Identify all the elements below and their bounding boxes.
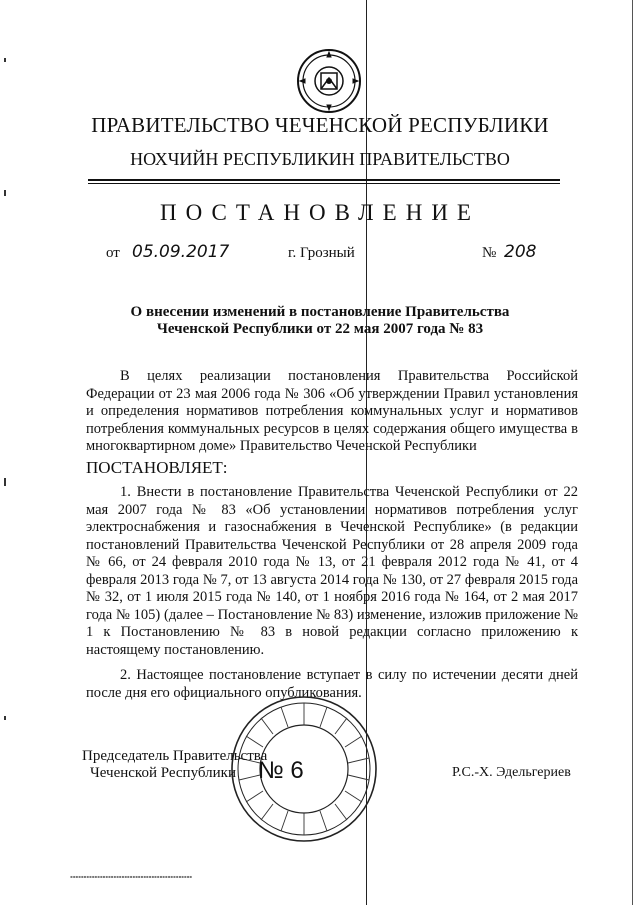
footer-noise: ▪▪▪▪▪▪▪▪▪▪▪▪▪▪▪▪▪▪▪▪▪▪▪▪▪▪▪▪▪▪▪▪▪▪▪▪▪▪▪▪▪▪▪▪▪ (70, 874, 192, 879)
resolution-item: 2. Настоящее постановление вступает в силу по истечении десяти дней после дня его официального опубликования. (86, 667, 578, 701)
preamble-text: В целях реализации постановления Правительства Российской Федерации от 23 мая 2006 года № 306 «Об утверждении Правил установления и определения нормативов потребления коммунальных услуг и нормативов потребления коммунальных ресурсов в целях содержания общего имущества в многоквартирном доме» Правительство Чеченской Республики (86, 368, 578, 454)
document-type: ПОСТАНОВЛЕНИЕ (160, 200, 480, 225)
coat-of-arms-icon (296, 48, 362, 114)
signatory-title-line: Чеченской Республики (90, 765, 236, 781)
margin-mark (4, 190, 6, 196)
number-label: № (482, 245, 497, 261)
document-date: 05.09.2017 (132, 242, 230, 262)
seal-number: № 6 (258, 757, 304, 784)
margin-mark (4, 58, 6, 62)
resolves-heading: ПОСТАНОВЛЯЕТ: (86, 458, 228, 477)
city: г. Грозный (288, 245, 355, 261)
signatory-title (82, 748, 267, 782)
document-number: 208 (504, 242, 537, 262)
preamble (86, 368, 578, 456)
subject-line: Чеченской Республики от 22 мая 2007 года № 83 (156, 321, 484, 337)
margin-mark (4, 716, 6, 720)
margin-mark (4, 478, 6, 486)
signatory-title-line: Председатель Правительства (82, 748, 268, 764)
government-title-chechen: НОХЧИЙН РЕСПУБЛИКИН ПРАВИТЕЛЬСТВО (130, 149, 510, 169)
government-title: ПРАВИТЕЛЬСТВО ЧЕЧЕНСКОЙ РЕСПУБЛИКИ (91, 113, 549, 137)
subject-line: О внесении изменений в постановление Правительства (130, 304, 510, 320)
date-label: от (106, 245, 120, 261)
header-rule (88, 179, 560, 184)
resolution-items (86, 484, 578, 702)
resolution-item: 1. Внести в постановление Правительства Чеченской Республики от 22 мая 2007 года № 83 «Об установлении нормативов потребления услуг электроснабжения и газоснабжения в Чеченской Республике» (в редакции постановлений Правительства Чеченской Республики от 28 апреля 2009 года № 66, от 24 февраля 2010 года № 13, от 21 февраля 2012 года № 41, от 4 февраля 2013 года № 7, от 13 августа 2014 года № 130, от 27 февраля 2015 года № 32, от 1 июля 2015 года № 140, от 1 ноября 2016 года № 164, от 2 мая 2017 года № 105) (далее – Постановление № 83) изменение, изложив приложение № 1 к Постановлению № 83 в новой редакции согласно приложению к настоящему постановлению. (86, 484, 578, 658)
signatory-name: Р.С.-Х. Эдельгериев (452, 765, 571, 780)
document-subject (0, 304, 640, 338)
